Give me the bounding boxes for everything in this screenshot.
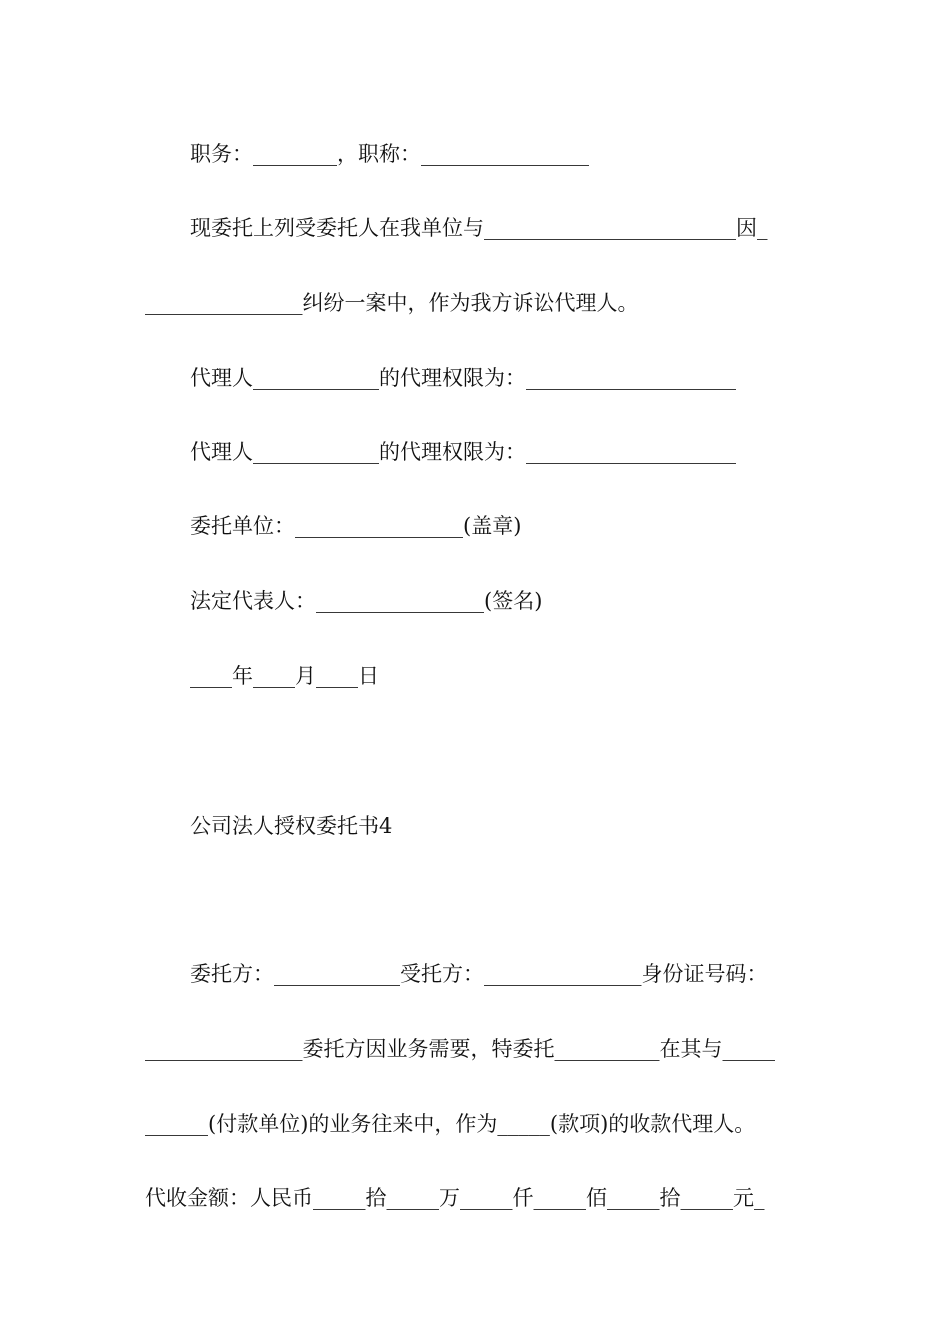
legal-representative-line: 法定代表人：________________(签名) xyxy=(190,589,543,613)
entrusting-unit-line: 委托单位：________________(盖章) xyxy=(190,514,522,538)
authorization-paragraph-line-1: 现委托上列受委托人在我单位与________________________因_ xyxy=(190,216,768,240)
collection-amount-line: 代收金额：人民币_____拾_____万_____仟_____佰_____拾_____元_ xyxy=(145,1186,765,1210)
section-title: 公司法人授权委托书4 xyxy=(190,814,393,838)
position-title-line: 职务：________，职称：________________ xyxy=(190,142,589,166)
parties-line: 委托方：____________受托方：_______________身份证号码： xyxy=(190,962,768,986)
date-line: ____年____月____日 xyxy=(190,664,379,688)
business-entrustment-line: _______________委托方因业务需要，特委托__________在其与_____ xyxy=(145,1037,775,1061)
agent-authority-line-2: 代理人____________的代理权限为：____________________ xyxy=(190,440,736,464)
payment-unit-line: ______(付款单位)的业务往来中，作为_____(款项)的收款代理人。 xyxy=(145,1112,756,1136)
agent-authority-line-1: 代理人____________的代理权限为：____________________ xyxy=(190,366,736,390)
authorization-paragraph-line-2: _______________纠纷一案中，作为我方诉讼代理人。 xyxy=(145,291,639,315)
